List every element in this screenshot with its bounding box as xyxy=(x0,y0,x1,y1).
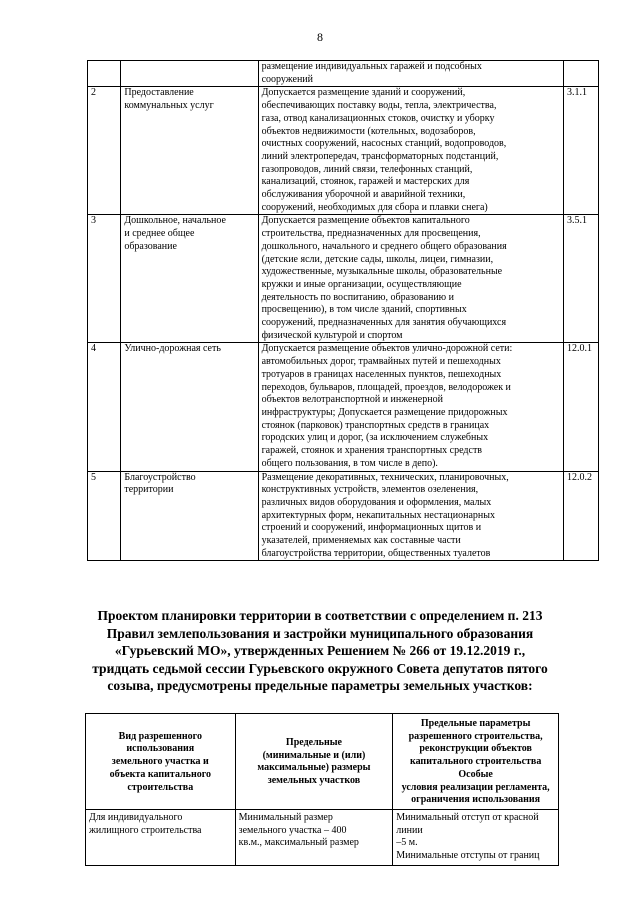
section-heading xyxy=(80,607,560,695)
use-name: Предоставление коммунальных услуг xyxy=(121,87,258,215)
use-code: 3.5.1 xyxy=(564,215,599,343)
heading-line: Проектом планировки территории в соответствии с определением п. 213 xyxy=(97,608,543,623)
use-description: Допускается размещение объектов капитального строительства, предназначенных для просвещения, дошкольного, начального и среднего общего образования (детские ясли, детские сады, школы, лицеи, гимназии, художественные, музыкальные школы, образовательные кружки и иные организации, осуществляющие деятельность по воспитанию, образованию и просвещению), в том числе зданий, спортивных сооружений, предназначенных для занятия обучающихся физической культурой и спортом xyxy=(258,215,563,343)
row-number: 2 xyxy=(88,87,121,215)
parameters-table xyxy=(85,713,559,866)
use-name xyxy=(121,61,258,87)
page-number: 8 xyxy=(317,30,323,44)
cell-use-type: Для индивидуального жилищного строительства xyxy=(86,809,236,865)
heading-line: тридцать седьмой сессии Гурьевского окружного Совета депутатов пятого xyxy=(92,660,548,676)
row-number: 3 xyxy=(88,215,121,343)
table-row xyxy=(88,471,599,561)
row-number: 4 xyxy=(88,343,121,471)
use-name: Дошкольное, начальное и среднее общее образование xyxy=(121,215,258,343)
table-row xyxy=(88,61,599,87)
use-name: Благоустройство территории xyxy=(121,471,258,561)
table-row xyxy=(88,215,599,343)
table-row xyxy=(88,343,599,471)
cell-plot-size: Минимальный размер земельного участка – 400 кв.м., максимальный размер xyxy=(235,809,393,865)
table-row xyxy=(88,87,599,215)
use-description: Размещение декоративных, технических, планировочных, конструктивных устройств, элементов озеленения, различных видов оборудования и оформления, малых архитектурных форм, некапитальных нестационарных строений и сооружений, информационных щитов и указателей, применяемых как составные части благоустройства территории, общественных туалетов xyxy=(258,471,563,561)
heading-line: «Гурьевский МО», утвержденных Решением № 266 от 19.12.2019 г., xyxy=(114,643,526,658)
heading-line: созыва, предусмотрены предельные параметры земельных участков: xyxy=(107,678,533,693)
heading-line: Правил землепользования и застройки муниципального образования xyxy=(106,625,534,641)
column-header-build-params: Предельные параметры разрешенного строительства, реконструкции объектов капитального строительства Особые условия реализации регламента, ограничения использования xyxy=(393,714,559,810)
column-header-plot-size: Предельные (минимальные и (или) максимальные) размеры земельных участков xyxy=(235,714,393,810)
use-description: размещение индивидуальных гаражей и подсобных сооружений xyxy=(258,61,563,87)
use-code xyxy=(564,61,599,87)
use-description: Допускается размещение объектов улично-дорожной сети: автомобильных дорог, трамвайных путей и пешеходных тротуаров в границах населенных пунктов, пешеходных переходов, бульваров, площадей, проездов, велодорожек и объектов велотранспортной и инженерной инфраструктуры; Допускается размещение придорожных стоянок (парковок) транспортных средств в границах городских улиц и дорог, (за исключением служебных гаражей, стоянок и хранения транспортных средств общего пользования, в том числе в депо). xyxy=(258,343,563,471)
row-number xyxy=(88,61,121,87)
table-header-row xyxy=(86,714,559,810)
use-description: Допускается размещение зданий и сооружений, обеспечивающих поставку воды, тепла, электричества, газа, отвод канализационных стоков, очистку и уборку объектов недвижимости (котельных, водозаборов, очистных сооружений, насосных станций, водопроводов, линий электропередач, трансформаторных подстанций, газопроводов, линий связи, телефонных станций, канализаций, стоянок, гаражей и мастерских для обслуживания уборочной и аварийной техники, сооружений, необходимых для сбора и плавки снега) xyxy=(258,87,563,215)
cell-build-params: Минимальный отступ от красной линии –5 м. Минимальные отступы от границ xyxy=(393,809,559,865)
table-row xyxy=(86,809,559,865)
land-use-table xyxy=(87,60,599,561)
use-name: Улично-дорожная сеть xyxy=(121,343,258,471)
row-number: 5 xyxy=(88,471,121,561)
column-header-use-type: Вид разрешенного использования земельного участка и объекта капитального строительства xyxy=(86,714,236,810)
use-code: 12.0.2 xyxy=(564,471,599,561)
use-code: 3.1.1 xyxy=(564,87,599,215)
use-code: 12.0.1 xyxy=(564,343,599,471)
